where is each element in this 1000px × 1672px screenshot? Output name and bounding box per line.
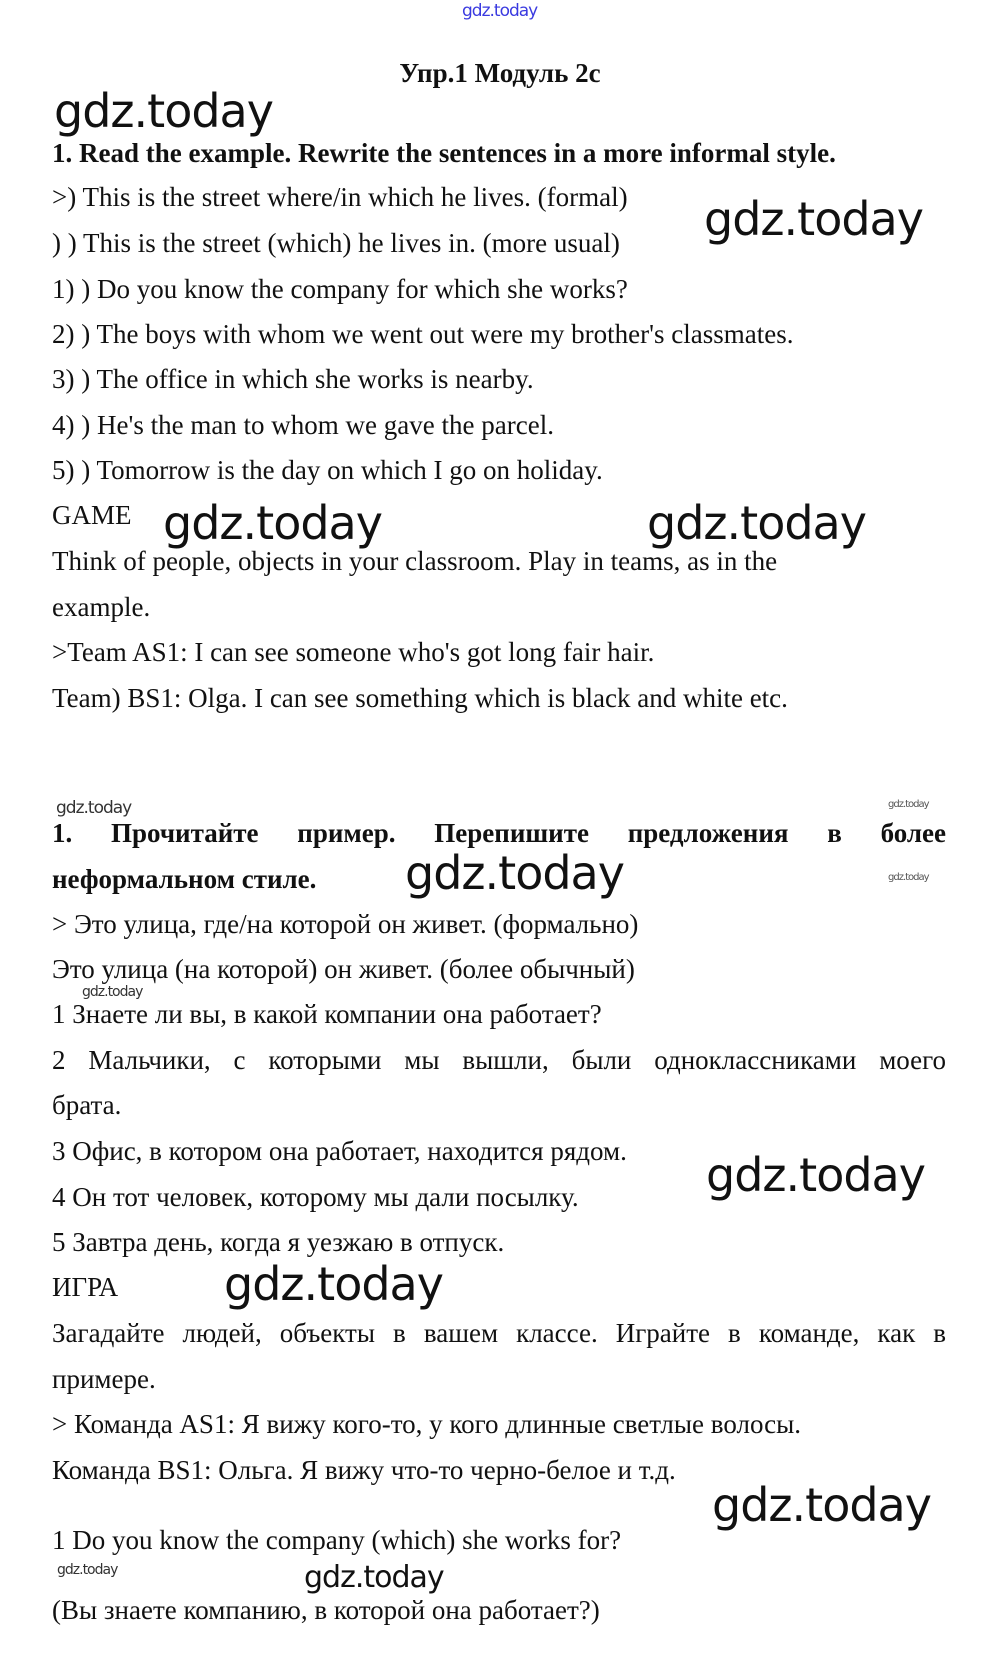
text-line: брата. [52, 1090, 122, 1120]
watermark: gdz.today [712, 1478, 931, 1532]
text-line: >Team AS1: I can see someone who's got long fair hair. [52, 637, 655, 667]
text-line: > Команда AS1: Я вижу кого-то, у кого длинные светлые волосы. [52, 1409, 801, 1439]
english-heading: 1. Read the example. Rewrite the sentences in a more informal style. [52, 138, 836, 168]
watermark: gdz.today [888, 799, 929, 810]
text-line: 4) ) He's the man to whom we gave the parcel. [52, 410, 554, 440]
watermark: gdz.today [888, 872, 929, 883]
text-line: 1 Знаете ли вы, в какой компании она работает? [52, 999, 602, 1029]
answer-translation: (Вы знаете компанию, в которой она работает?) [52, 1595, 600, 1625]
watermark: gdz.today [224, 1257, 443, 1311]
watermark: gdz.today [647, 496, 866, 550]
watermark-top: gdz.today [462, 1, 538, 21]
text-line: 3) ) The office in which she works is nearby. [52, 364, 534, 394]
watermark: gdz.today [706, 1148, 925, 1202]
watermark: gdz.today [54, 84, 273, 138]
text-line: Team) BS1: Olga. I can see something which is black and white etc. [52, 683, 788, 713]
text-line: 4 Он тот человек, которому мы дали посылку. [52, 1182, 579, 1212]
watermark: gdz.today [163, 496, 382, 550]
text-line: Загадайте людей, объекты в вашем классе. Играйте в команде, как в [52, 1318, 946, 1348]
text-line: ) ) This is the street (which) he lives in. (more usual) [52, 228, 620, 258]
text-line: GAME [52, 500, 132, 530]
answer-line: 1 Do you know the company (which) she works for? [52, 1525, 622, 1555]
watermark: gdz.today [304, 1560, 444, 1595]
text-line: Это улица (на которой) он живет. (более обычный) [52, 954, 635, 984]
watermark: gdz.today [57, 1562, 118, 1578]
text-line: Think of people, objects in your classroom. Play in teams, as in the [52, 546, 778, 576]
watermark: gdz.today [405, 846, 624, 900]
watermark: gdz.today [56, 798, 132, 818]
watermark: gdz.today [704, 192, 923, 246]
text-line: 5 Завтра день, когда я уезжаю в отпуск. [52, 1227, 505, 1257]
text-line: example. [52, 592, 151, 622]
russian-heading-line1: 1. Прочитайте пример. Перепишите предложения в более [52, 818, 946, 848]
watermark: gdz.today [82, 984, 143, 1000]
text-line: >) This is the street where/in which he lives. (formal) [52, 182, 628, 212]
text-line: Команда BS1: Ольга. Я вижу что-то черно-белое и т.д. [52, 1455, 676, 1485]
text-line: > Это улица, где/на которой он живет. (формально) [52, 909, 639, 939]
text-line: ИГРА [52, 1272, 119, 1302]
text-line: 2 Мальчики, с которыми мы вышли, были одноклассниками моего [52, 1045, 946, 1075]
text-line: 1) ) Do you know the company for which she works? [52, 274, 628, 304]
text-line: 2) ) The boys with whom we went out were my brother's classmates. [52, 319, 794, 349]
russian-heading-line2: неформальном стиле. [52, 864, 317, 894]
text-line: 5) ) Tomorrow is the day on which I go on holiday. [52, 455, 603, 485]
text-line: примере. [52, 1364, 156, 1394]
text-line: 3 Офис, в котором она работает, находится рядом. [52, 1136, 627, 1166]
page-title: Упр.1 Модуль 2c [399, 58, 601, 88]
